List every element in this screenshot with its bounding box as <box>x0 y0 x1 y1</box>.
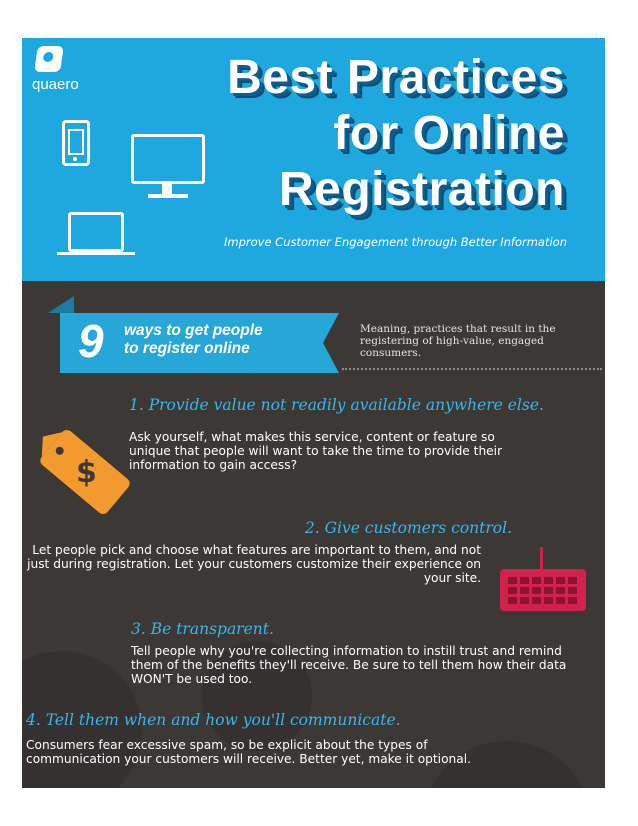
keyboard-icon <box>500 569 586 611</box>
subtitle: Improve Customer Engagement through Better Information <box>223 235 567 249</box>
dollar-symbol: $ <box>75 455 97 491</box>
phone-icon <box>62 120 90 166</box>
infographic-page <box>22 38 605 788</box>
dotted-divider <box>342 368 602 370</box>
header-banner <box>22 38 605 281</box>
ribbon-number: 9 <box>78 315 104 367</box>
step-3-title: 3. Be transparent. <box>131 620 274 638</box>
tag-hole <box>54 445 65 456</box>
step-2-body: Let people pick and choose what features are important to them, and not just during registration. Let your customers customize their experience on your site. <box>27 543 481 585</box>
step-1-body: Ask yourself, what makes this service, content or feature so unique that people will want to take the time to provide their information to gain access? <box>129 430 503 472</box>
step-2-title: 2. Give customers control. <box>304 519 512 537</box>
key-row <box>508 587 578 594</box>
monitor-icon <box>131 134 205 184</box>
brand-name: quaero <box>32 76 79 93</box>
step-3-body: Tell people why you're collecting information to instill trust and remind them of the benefits they'll receive. Be sure to tell them how their data WON'T be used too. <box>131 644 567 686</box>
ribbon-fold <box>48 296 74 313</box>
step-1-title: 1. Provide value not readily available anywhere else. <box>129 396 544 414</box>
title-line-2: for Online <box>333 107 565 160</box>
ribbon-tail <box>323 313 339 373</box>
key-row <box>508 577 578 584</box>
title-line-1: Best Practices <box>227 51 565 104</box>
meaning-note: Meaning, practices that result in the registering of high-value, engaged consumers. <box>360 323 556 359</box>
step-4-title: 4. Tell them when and how you'll communicate. <box>26 711 401 729</box>
ribbon-text: ways to get people to register online <box>124 322 263 357</box>
quaero-logo-icon <box>34 46 64 72</box>
key-row <box>508 597 578 604</box>
laptop-icon <box>68 212 124 252</box>
step-4-body: Consumers fear excessive spam, so be explicit about the types of communication your customers will receive. Better yet, make it optional. <box>26 738 471 766</box>
title-line-3: Registration <box>278 163 565 216</box>
